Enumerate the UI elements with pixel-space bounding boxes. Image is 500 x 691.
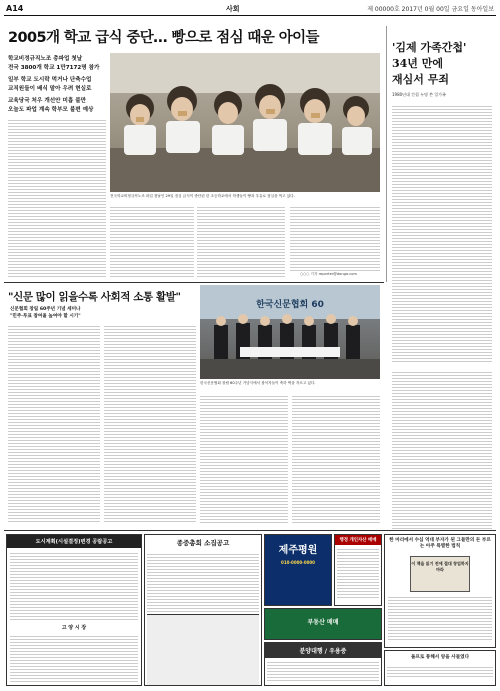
second-photo [200, 285, 380, 379]
sidebar-body-2 [392, 370, 492, 530]
sidebar-deck: 1980년대 간첩 누명 쓴 일가족 [392, 92, 446, 97]
lead-photo [110, 53, 380, 192]
second-deck-1: 신문협회 창립 60주년 기념 세미나 [10, 307, 81, 312]
second-body-col-2 [104, 324, 196, 524]
second-body-col-4 [292, 394, 380, 524]
second-photo-caption: 한국신문협회 창립 60주년 기념식에서 참석자들이 축하 떡을 자르고 있다. [200, 381, 316, 385]
lead-body-col-1 [8, 118, 106, 278]
header-rule [4, 15, 496, 16]
ad-book-cover: 이 책을 읽기 전에 절대 창업하지 마라 [410, 556, 470, 592]
ad-sheep-title: 돌프로 통해서 양을 사들였다 [410, 655, 470, 660]
ad-sale-body [267, 660, 379, 682]
sidebar-rule [386, 26, 387, 282]
ad-asset [334, 534, 382, 606]
sidebar-title-line-3: 재심서 무죄 [392, 73, 449, 86]
ad-public-notice [6, 534, 142, 686]
ad-realestate-title: 부동산 매매 [307, 619, 339, 626]
ad-sheep-body [387, 665, 493, 679]
lead-byline: ○○○ 기자 reporter@donga.com [300, 272, 357, 276]
section-divider [4, 282, 384, 283]
lead-deck-1: 학교비정규직노조 총파업 첫날 [8, 56, 83, 62]
second-deck [10, 306, 81, 320]
lead-deck-6: 오늘도 파업 계속 학부모 불편 예상 [8, 107, 94, 113]
second-headline: "신문 많이 읽을수록 사회적 소통 활발" [8, 291, 181, 303]
ad-jeju-tel: 010-0000-0000 [281, 560, 315, 565]
ad-clan-meeting-title: 종중총회 소집공고 [176, 539, 230, 547]
ad-jeju-title: 제주평원 [278, 545, 318, 556]
lead-headline: 2005개 학교 급식 중단… 빵으로 점심 때운 아이들 [8, 30, 319, 46]
lead-deck-5: 교육당국 처우 개선안 미흡 불만 [8, 98, 87, 104]
ad-realestate [264, 608, 382, 640]
ad-public-notice-title: 도시계획(시설결정)변경 공람공고 [7, 535, 141, 548]
sidebar-title-line-2: 34년 만에 [392, 57, 444, 70]
ad-jeju [264, 534, 332, 606]
lead-body-col-4 [290, 205, 380, 271]
sidebar-title-line-1: '김제 가족간첩' [392, 41, 467, 54]
ad-book [384, 534, 496, 648]
lead-body-col-2 [110, 205, 194, 277]
ad-public-notice-signer: 고 양 시 장 [61, 625, 87, 631]
lead-deck-3: 일부 학교 도시락 먹거나 단축수업 [8, 77, 92, 83]
ad-small-classifieds [147, 614, 259, 686]
ad-clan-meeting [144, 534, 262, 686]
ad-sale [264, 642, 382, 686]
ads-divider [4, 530, 496, 531]
masthead-meta: 제 00000호 2017년 0월 00일 금요일 동아일보 [367, 6, 494, 13]
lead-photo-caption: 전국학교비정규직노조 파업 첫날인 29일 점심 급식이 중단된 한 초등학교에서 학생들이 빵과 우유로 점심을 먹고 있다. [110, 194, 295, 198]
ad-sale-title: 분양대행 / 우용중 [265, 643, 381, 658]
ceremony-banner-text: 한국신문협회 60 [256, 300, 324, 310]
lead-body-col-3 [197, 205, 285, 277]
ad-clan-meeting-body [147, 552, 259, 612]
ad-book-body [388, 595, 492, 641]
lead-deck-2: 전국 3800개 학교 1만7172명 참가 [8, 65, 100, 71]
children-eating-photo [110, 53, 380, 192]
section-label: 사회 [226, 5, 240, 13]
second-body-col-3 [200, 394, 288, 524]
second-deck-2: "민주·투표 참여율 높여야 할 시기" [10, 314, 81, 319]
ad-sheep [384, 650, 496, 686]
second-body-col-1 [8, 324, 100, 524]
page-number: A14 [6, 4, 24, 13]
sidebar-body [392, 104, 492, 364]
ad-asset-body [337, 547, 379, 599]
sidebar-title [392, 40, 492, 88]
ad-asset-title: 행정 개인자산 매매 [335, 535, 381, 545]
ad-public-notice-body [10, 551, 138, 621]
ceremony-photo [200, 285, 380, 379]
lead-deck-4: 교직원들이 배식 맡아 우려 현실로 [8, 86, 92, 92]
ad-book-headline: 한 마리에서 수십 억대 부자가 된 그들만의 돈 부르는 아주 특별한 법칙 [389, 538, 491, 549]
ad-public-notice-table [10, 634, 138, 682]
